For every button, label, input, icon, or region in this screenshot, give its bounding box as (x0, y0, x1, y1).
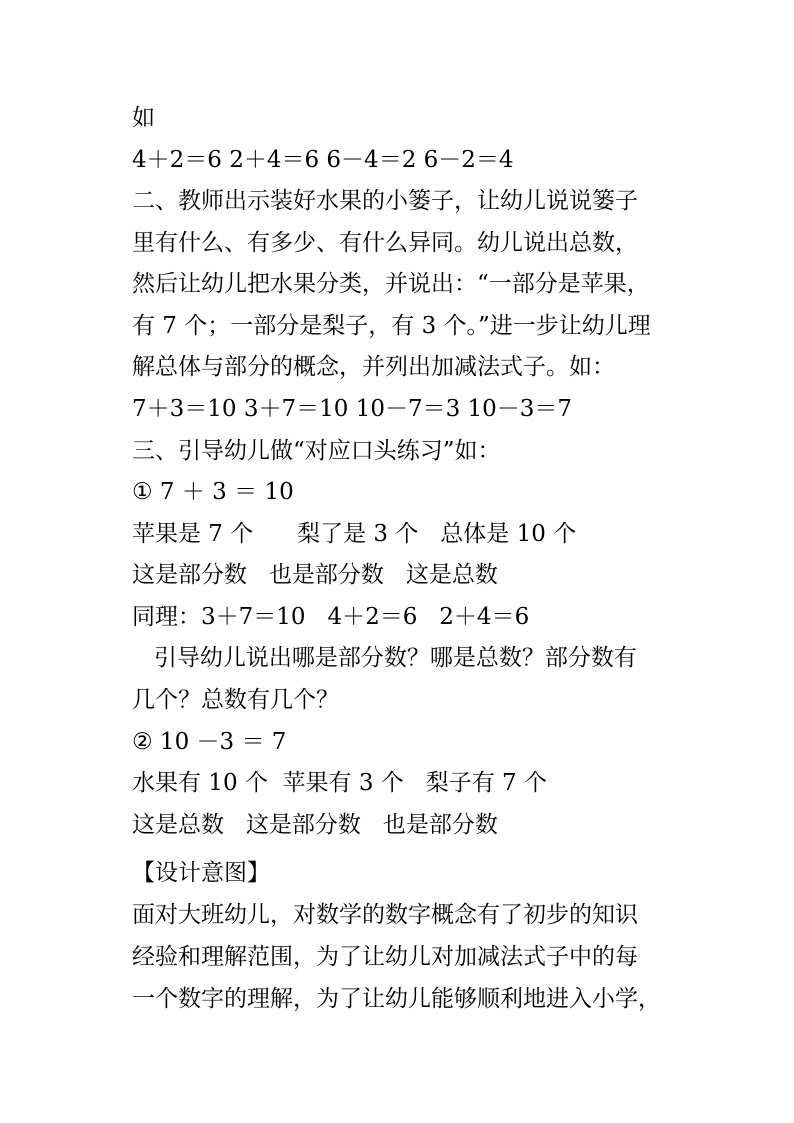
paragraph-line: 引导幼儿说出哪是部分数？哪是总数？部分数有 (132, 645, 637, 671)
section-two-heading: 二、教师出示装好水果的小篓子，让幼儿说说篓子 (132, 188, 638, 214)
equation-line-7-3-10: 7＋3＝10 3＋7＝10 10－7＝3 10－3＝7 (132, 396, 573, 422)
similar-equations: 同理：3＋7＝10 4＋2＝6 2＋4＝6 (132, 604, 530, 630)
exercise-two-counts: 水果有 10 个 苹果有 3 个 梨子有 7 个 (132, 770, 547, 796)
section-three-heading: 三、引导幼儿做“对应口头练习”如： (132, 438, 501, 464)
paragraph-line: 经验和理解范围，为了让幼儿对加减法式子中的每 (132, 944, 638, 970)
paragraph-line: 里有什么、有多少、有什么异同。幼儿说出总数， (132, 230, 638, 256)
paragraph-line: 几个？总数有几个？ (132, 687, 339, 713)
exercise-two-equation: ② 10 －3 ＝ 7 (132, 729, 287, 755)
exercise-two-labels: 这是总数 这是部分数 也是部分数 (132, 812, 498, 838)
text-line-intro: 如 (132, 105, 155, 131)
paragraph-line: 然后让幼儿把水果分类，并说出：“一部分是苹果， (132, 271, 650, 297)
equation-line-4-2-6: 4＋2＝6 2＋4＝6 6－4＝2 6－2＝4 (132, 147, 514, 173)
paragraph-line: 一个数字的理解，为了让幼儿能够顺利地进入小学， (132, 986, 661, 1012)
paragraph-line: 面对大班幼儿，对数学的数字概念有了初步的知识 (132, 902, 638, 928)
paragraph-line: 解总体与部分的概念，并列出加减法式子。如： (132, 354, 615, 380)
exercise-one-counts: 苹果是 7 个 梨了是 3 个 总体是 10 个 (132, 521, 577, 547)
design-intent-heading: 【设计意图】 (132, 860, 270, 886)
exercise-one-equation: ① 7 ＋ 3 ＝ 10 (132, 479, 294, 505)
exercise-one-labels: 这是部分数 也是部分数 这是总数 (132, 562, 498, 588)
paragraph-line: 有 7 个；一部分是梨子，有 3 个。”进一步让幼儿理 (132, 313, 651, 339)
